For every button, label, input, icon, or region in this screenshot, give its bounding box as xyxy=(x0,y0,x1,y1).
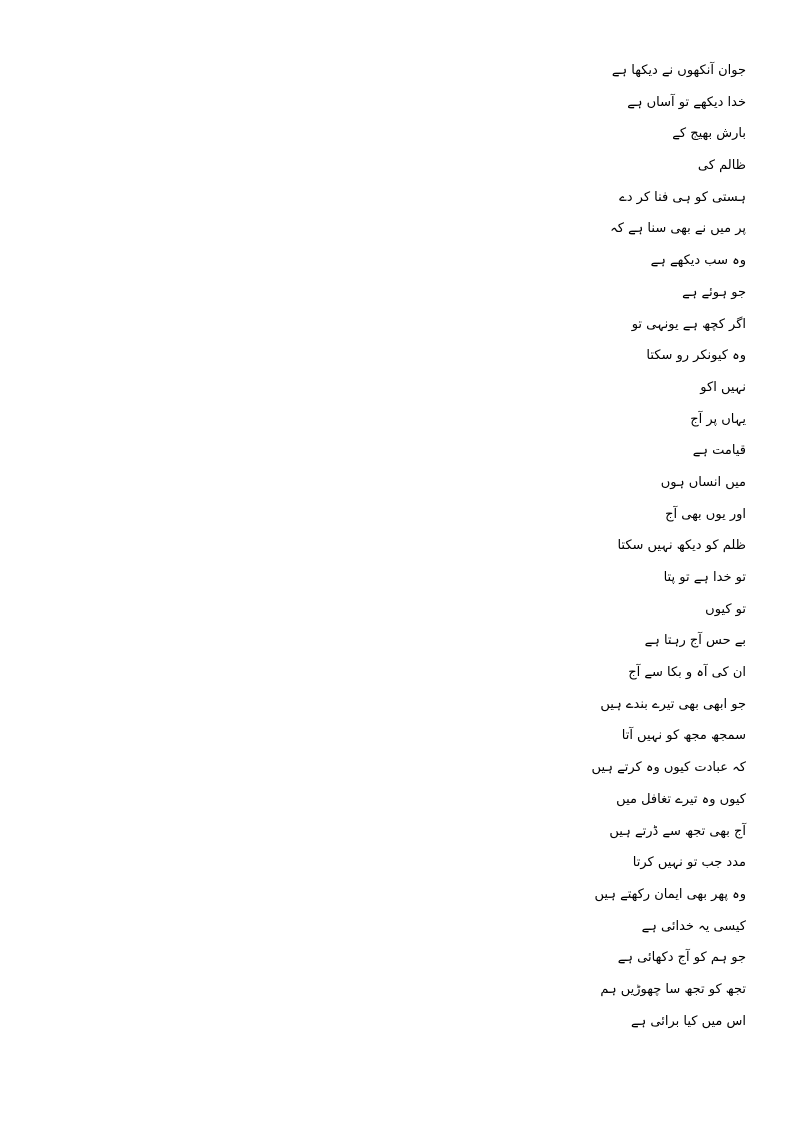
poem-line: تجھ کو تجھ سا چھوڑیں ہم xyxy=(600,981,746,997)
poem-line: قیامت ہے xyxy=(692,443,746,459)
poem-line: جو ابھی بھی تیرے بندے ہیں xyxy=(600,696,746,712)
poem-line: سمجھ مجھ کو نہیں آتا xyxy=(621,728,746,744)
poem-line: ان کی آہ و بکا سے آج xyxy=(628,665,746,681)
poem-line: ظلم کو دیکھ نہیں سکتا xyxy=(617,538,746,554)
poem-line: کیوں وہ تیرے تغافل میں xyxy=(616,791,746,807)
poem-line: یہاں پر آج xyxy=(690,411,746,427)
poem-line: جو ہوئے ہے xyxy=(682,284,746,300)
poem-line: تو کیوں xyxy=(705,601,746,617)
poem-line: کیسی یہ خدائی ہے xyxy=(641,918,746,934)
poem-line: وہ سب دیکھے ہے xyxy=(650,253,746,269)
poem-line: پر میں نے بھی سنا ہے کہ xyxy=(610,221,746,237)
poem-line: مدد جب تو نہیں کرتا xyxy=(632,855,746,871)
poem-line: جوان آنکھوں نے دیکھا ہے xyxy=(611,63,746,78)
poem-line: اس میں کیا برائی ہے xyxy=(631,1013,746,1029)
poem-line: بے حس آج رہتا ہے xyxy=(644,633,746,649)
poem-line: ہستی کو ہی فنا کر دے xyxy=(619,189,746,205)
poem-line: اور یوں بھی آج xyxy=(665,506,746,522)
poem-line: میں انساں ہوں xyxy=(660,474,746,490)
poem-line: آج بھی تجھ سے ڈرتے ہیں xyxy=(609,823,746,839)
poem-line: کہ عبادت کیوں وہ کرتے ہیں xyxy=(591,760,746,776)
poem-line: اگر کچھ ہے یونہی تو xyxy=(631,316,746,332)
poem-body xyxy=(486,55,746,1037)
poem-line: جو ہم کو آج دکھائی ہے xyxy=(617,950,746,966)
poem-line: وہ پھر بھی ایمان رکھتے ہیں xyxy=(594,886,746,902)
poem-line: خدا دیکھے تو آساں ہے xyxy=(627,94,746,110)
poem-line: وہ کیونکر رو سکتا xyxy=(646,348,746,364)
poem-line: بارش بھیج کے xyxy=(672,126,746,142)
poem-line: ظالم کی xyxy=(697,158,746,174)
poem-line: تو خدا ہے تو پتا xyxy=(663,570,746,585)
poem-line: نہیں اکو xyxy=(700,379,746,395)
